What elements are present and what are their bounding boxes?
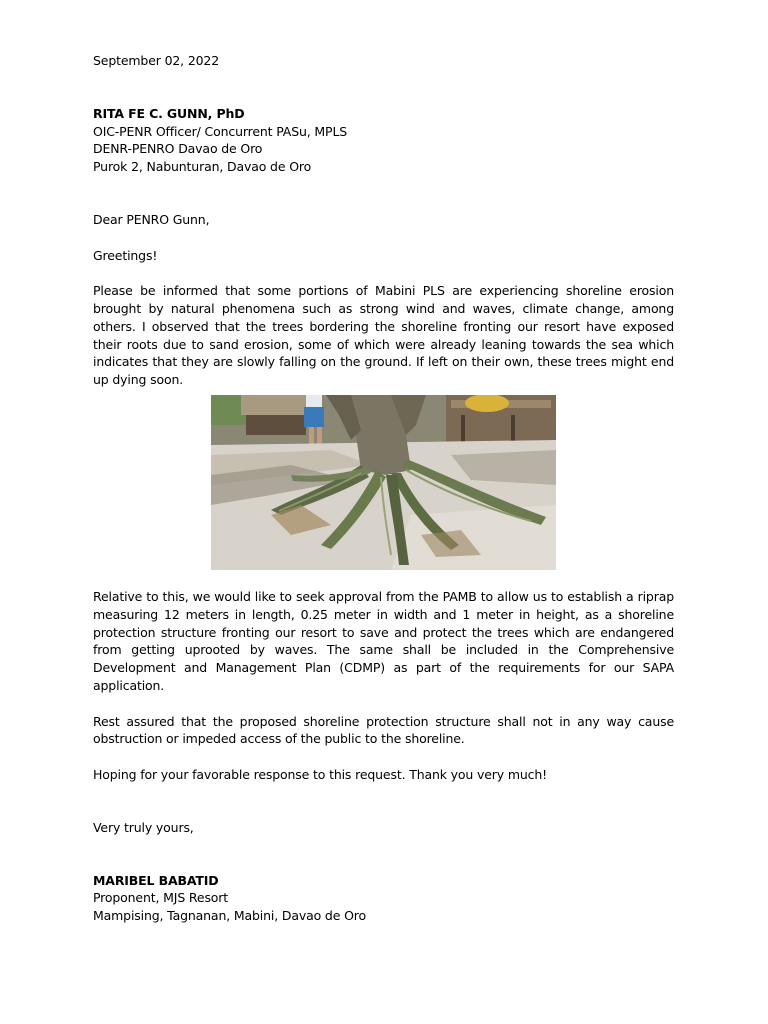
signatory-name: MARIBEL BABATID bbox=[93, 872, 219, 888]
letter-date: September 02, 2022 bbox=[93, 53, 220, 68]
recipient-title: OIC-PENR Officer/ Concurrent PASu, MPLS bbox=[93, 123, 348, 139]
closing: Very truly yours, bbox=[93, 819, 194, 835]
recipient-block bbox=[93, 105, 674, 176]
recipient-office: DENR-PENRO Davao de Oro bbox=[93, 141, 263, 157]
paragraph-erosion: Please be informed that some portions of Mabini PLS are experiencing shoreline erosion brought by natural phenomena such as strong wind and waves, climate change, among others. I observed that the trees bordering the shoreline fronting our resort have exposed their roots due to sand erosion, some of which were already leaning towards the sea which indicates that they are slowly falling on the ground. If left on their own, these trees might end up dying soon. bbox=[93, 283, 674, 388]
recipient-address: Purok 2, Nabunturan, Davao de Oro bbox=[93, 159, 312, 175]
greeting: Greetings! bbox=[93, 247, 158, 263]
photo-tree-roots-image bbox=[211, 395, 556, 570]
signatory-title: Proponent, MJS Resort bbox=[93, 890, 229, 906]
signatory-address: Mampising, Tagnanan, Mabini, Davao de Oro bbox=[93, 908, 366, 924]
recipient-name: RITA FE C. GUNN, PhD bbox=[93, 105, 245, 121]
signature-block bbox=[93, 872, 674, 925]
paragraph-request: Relative to this, we would like to seek approval from the PAMB to allow us to establish a riprap measuring 12 meters in length, 0.25 meter in width and 1 meter in height, as a shoreline protection structure fronting our resort to save and protect the trees which are endangered from getting uprooted by waves. The same shall be included in the Comprehensive Development and Management Plan (CDMP) as part of the requirements for our SAPA application. bbox=[93, 588, 674, 693]
letter bbox=[93, 52, 674, 925]
paragraph-assurance: Rest assured that the proposed shoreline protection structure shall not in any way cause obstruction or impeded access of the public to the shoreline. bbox=[93, 713, 674, 747]
paragraph-thanks: Hoping for your favorable response to this request. Thank you very much! bbox=[93, 766, 548, 782]
photo-tree-roots bbox=[211, 395, 556, 570]
salutation: Dear PENRO Gunn, bbox=[93, 211, 210, 227]
